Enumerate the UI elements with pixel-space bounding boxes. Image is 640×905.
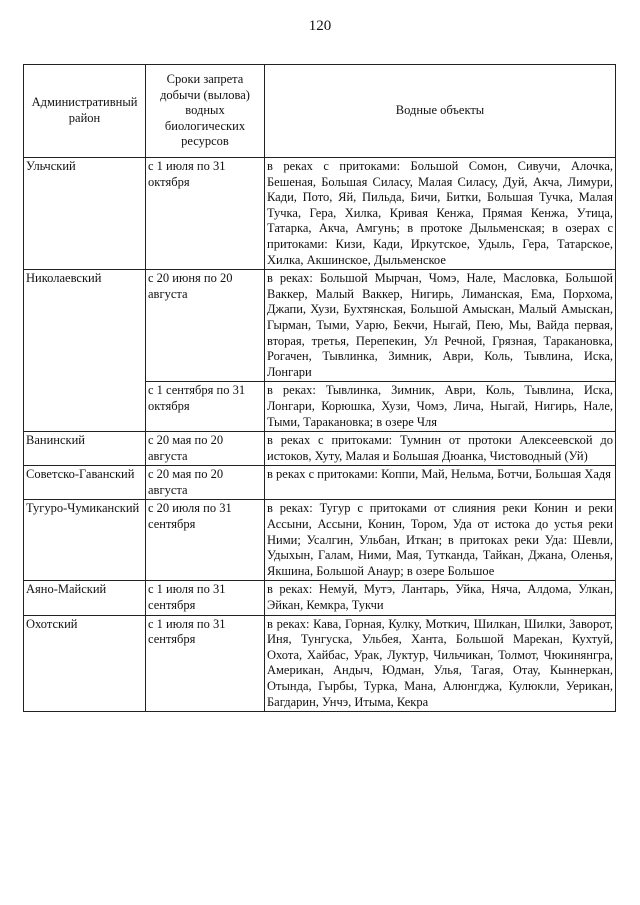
period-cell: с 1 июля по 31 сентября <box>146 581 265 615</box>
district-cell: Ванинский <box>24 432 146 466</box>
table-row <box>24 432 616 466</box>
period-cell: с 20 мая по 20 августа <box>146 466 265 500</box>
objects-cell: в реках: Большой Мырчан, Чомэ, Нале, Масловка, Большой Ваккер, Малый Ваккер, Нигирь, Лиманская, Ема, Порхома, Джапи, Хузи, Бухтянская, Большой Амыскан, Малый Амыскан, Гырман, Тыми, Уарю, Бекчи, Ныгай, Пею, Мы, Вайда первая, вторая, третья, Перепекин, Ул Речной, Грязная, Таракановка, Рогачен, Тывлинка, Зимник, Аври, Коль, Тывлина, Иска, Лонгари <box>265 270 616 382</box>
table-row <box>24 500 616 581</box>
objects-cell: в реках с притоками: Коппи, Май, Нельма, Ботчи, Большая Хадя <box>265 466 616 500</box>
objects-cell: в реках с притоками: Тумнин от протоки Алексеевской до истоков, Хуту, Малая и Большая Дюанка, Чистоводный (Уй) <box>265 432 616 466</box>
district-cell: Охотский <box>24 615 146 712</box>
period-cell: с 20 июня по 20 августа <box>146 270 265 382</box>
objects-cell: в реках с притоками: Большой Сомон, Сивучи, Алочка, Бешеная, Большая Силасу, Малая Силасу, Дуй, Акча, Лимури, Кади, Пото, Яй, Пильда, Бичи, Битки, Большая Тучка, Малая Тучка, Гера, Хилка, Кривая Кенжа, Прямая Кенжа, Утица, Татарка, Акча, Амгунь; в протоке Дыльменская; в озерах с притоками: Кизи, Кади, Иркутское, Удыль, Гера, Татарское, Хилка, Акшинское, Дыльменское <box>265 158 616 270</box>
district-cell: Ульчский <box>24 158 146 270</box>
page-number: 120 <box>308 18 332 34</box>
objects-cell: в реках: Немуй, Мутэ, Лантарь, Уйка, Няча, Алдома, Улкан, Эйкан, Кемкра, Тукчи <box>265 581 616 615</box>
period-cell: с 1 сентября по 31 октября <box>146 382 265 432</box>
table-row <box>24 158 616 270</box>
table-row <box>24 615 616 712</box>
period-cell: с 1 июля по 31 октября <box>146 158 265 270</box>
table-header-row <box>24 65 616 158</box>
period-cell: с 20 мая по 20 августа <box>146 432 265 466</box>
objects-cell: в реках: Тывлинка, Зимник, Аври, Коль, Тывлина, Иска, Лонгари, Корюшка, Хузи, Чомэ, Лича, Ныгай, Нигирь, Нале, Тыми, Таракановка; в озере Чля <box>265 382 616 432</box>
table-row <box>24 270 616 382</box>
header-period: Сроки запрета добычи (вылова) водных биологических ресурсов <box>146 65 265 158</box>
table-row <box>24 581 616 615</box>
period-cell: с 20 июля по 31 сентября <box>146 500 265 581</box>
objects-cell: в реках: Тугур с притоками от слияния реки Конин и реки Ассыни, Ассыни, Конин, Тором, Уда от истока до устья реки Ними; Усалгин, Ульбан, Иткан; в притоках реки Уда: Шевли, Удыхын, Галам, Ними, Мая, Тутканда, Тайкан, Джана, Оленья, Якшина, Большой Анаур; в озере Большое <box>265 500 616 581</box>
district-cell: Тугуро-Чумиканский <box>24 500 146 581</box>
table-row <box>24 466 616 500</box>
header-district: Административный район <box>24 65 146 158</box>
district-cell: Советско-Гаванский <box>24 466 146 500</box>
header-objects: Водные объекты <box>265 65 616 158</box>
district-cell: Аяно-Майский <box>24 581 146 615</box>
district-cell: Николаевский <box>24 270 146 432</box>
objects-cell: в реках: Кава, Горная, Кулку, Моткич, Шилкан, Шилки, Заворот, Иня, Тунгуска, Ульбея, Ханта, Большой Марекан, Кухтуй, Охота, Хайбас, Урак, Луктур, Чильчикан, Толмот, Чюкинянгра, Американ, Андыч, Юдман, Улья, Тагая, Отау, Кыннеркан, Отында, Гырбы, Турка, Мана, Алюнгджа, Кулюкли, Уерикан, Багдарин, Унчэ, Итыма, Кекра <box>265 615 616 712</box>
prohibition-table <box>23 64 616 712</box>
period-cell: с 1 июля по 31 сентября <box>146 615 265 712</box>
